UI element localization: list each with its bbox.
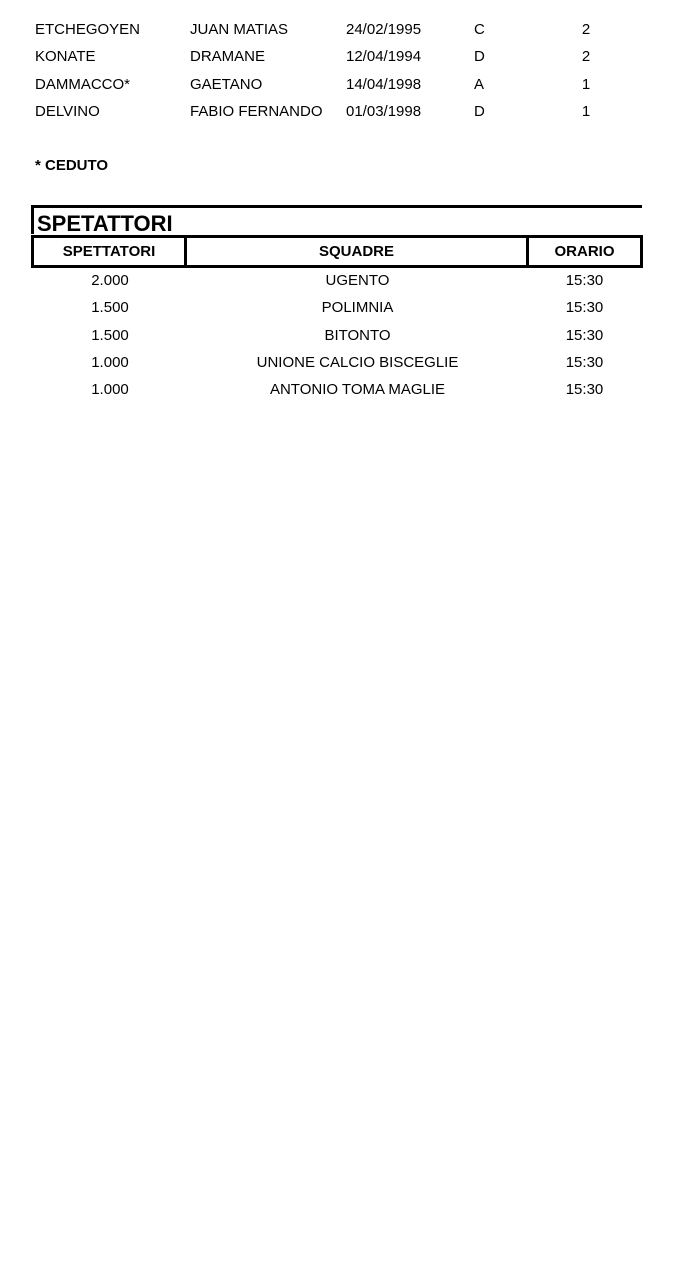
team-name: BITONTO <box>324 326 391 344</box>
header-time: ORARIO <box>554 243 615 260</box>
player-count: 1 <box>581 75 591 93</box>
table-row <box>31 323 643 350</box>
player-birthdate: 24/02/1995 <box>346 21 422 38</box>
spectators-value: 1.500 <box>91 299 129 317</box>
player-count: 1 <box>581 102 591 120</box>
player-row <box>0 72 684 99</box>
section-title-text: SPETATTORI <box>37 211 173 236</box>
match-time: 15:30 <box>565 353 604 371</box>
player-row <box>0 99 684 126</box>
match-time: 15:30 <box>565 326 604 344</box>
spectators-value: 1.000 <box>91 353 129 371</box>
player-count: 2 <box>581 48 591 66</box>
player-name: JUAN MATIAS <box>190 21 289 38</box>
player-row <box>0 17 684 44</box>
spectators-value: 1.000 <box>91 381 129 399</box>
spectators-table-body <box>31 268 643 404</box>
player-surname: KONATE <box>35 48 96 66</box>
player-name: DRAMANE <box>190 48 266 66</box>
spectators-value: 1.500 <box>91 326 129 344</box>
players-list <box>0 17 684 126</box>
match-time: 15:30 <box>565 381 604 399</box>
player-role: D <box>474 102 485 120</box>
player-role: C <box>474 21 485 38</box>
player-birthdate: 14/04/1998 <box>346 75 422 93</box>
team-name: POLIMNIA <box>321 299 394 317</box>
player-name: FABIO FERNANDO <box>190 102 323 120</box>
match-time: 15:30 <box>565 299 604 317</box>
player-count: 2 <box>581 21 591 38</box>
table-row <box>31 377 643 404</box>
team-name: UNIONE CALCIO BISCEGLIE <box>256 353 459 371</box>
match-time: 15:30 <box>565 272 604 289</box>
header-spectators: SPETTATORI <box>34 238 187 265</box>
spectators-table-header <box>31 235 643 268</box>
player-name: GAETANO <box>190 75 263 93</box>
header-teams: SQUADRE <box>187 238 529 265</box>
spectators-section-title <box>31 205 642 234</box>
player-birthdate: 01/03/1998 <box>346 102 422 120</box>
player-row <box>0 44 684 71</box>
player-surname: DAMMACCO* <box>35 75 131 93</box>
player-surname: ETCHEGOYEN <box>35 21 141 38</box>
team-name: ANTONIO TOMA MAGLIE <box>269 381 446 399</box>
table-row <box>31 350 643 377</box>
table-row <box>31 295 643 322</box>
team-name: UGENTO <box>325 272 390 289</box>
player-role: A <box>474 75 485 93</box>
spectators-value: 2.000 <box>91 272 129 289</box>
player-birthdate: 12/04/1994 <box>346 48 422 66</box>
player-role: D <box>474 48 485 66</box>
table-row <box>31 268 643 295</box>
ceduto-note: * CEDUTO <box>35 157 109 174</box>
player-surname: DELVINO <box>35 102 100 120</box>
